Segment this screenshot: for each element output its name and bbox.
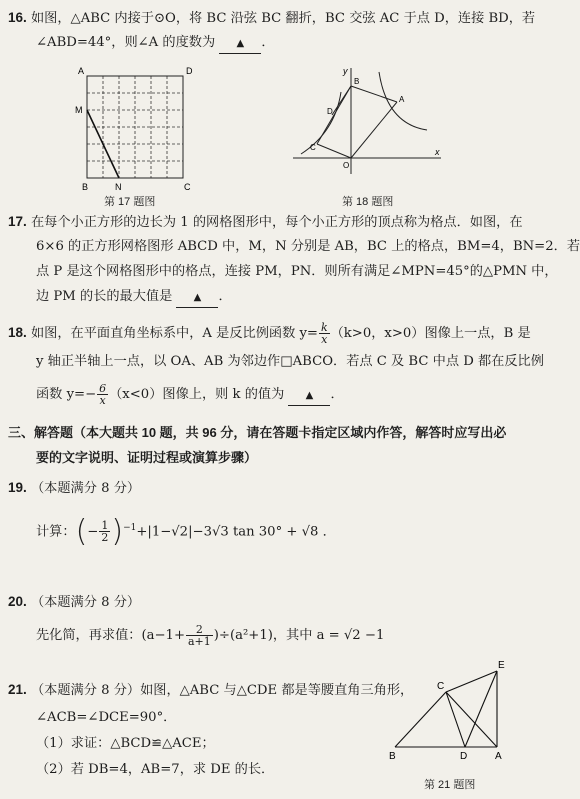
q17-text-4: 边 PM 的长的最大值是 <box>36 289 173 304</box>
q19-header: （本题满分 8 分） <box>30 481 141 496</box>
q18-text-3b: （x<0）图像上，则 k 的值为 <box>109 387 285 402</box>
q18-frac2-den: x <box>99 394 106 407</box>
fig18-label-C: C <box>310 143 316 152</box>
figure-17 <box>70 62 200 202</box>
section-3-heading-2: 要的文字说明、证明过程或演算步骤） <box>36 450 258 465</box>
q21-sub-1: （1）求证：△BCD≌△ACE； <box>36 736 215 751</box>
fig18-label-A: A <box>399 95 405 104</box>
q16-text-2: ∠ABD=44°，则∠A 的度数为 <box>36 35 216 50</box>
answer-triangle-icon: ▲ <box>305 390 314 401</box>
figure-18 <box>287 62 447 182</box>
q20-frac-num: 2 <box>186 624 213 636</box>
fig17-label-N: N <box>115 182 122 192</box>
q18-end: ． <box>330 387 344 402</box>
q18-line-1 <box>8 322 531 345</box>
q18-frac2-num: 6 <box>99 382 107 395</box>
q19-number: 19. <box>8 480 27 495</box>
fig18-label-D: D <box>327 107 333 116</box>
fig17-caption: 第 17 题图 <box>104 196 156 208</box>
q20-number: 20. <box>8 594 27 609</box>
q20-header-line <box>8 593 140 612</box>
figure-21 <box>385 655 515 770</box>
fig21-label-E: E <box>498 660 505 671</box>
fig17-label-C: C <box>184 182 191 192</box>
fig21-label-A: A <box>495 751 502 762</box>
fig17-label-M: M <box>75 105 83 115</box>
q18-number: 18. <box>8 325 27 340</box>
q19-fraction <box>99 520 110 543</box>
q18-text-3a: 函数 y=− <box>36 387 97 402</box>
q17-line-1 <box>8 213 523 232</box>
q19-frac-num: 1 <box>101 519 109 533</box>
q20-rest: )÷(a²+1)，其中 a = √2 −1 <box>213 628 385 643</box>
q19-frac-den: 2 <box>101 531 109 545</box>
q20-fraction <box>186 624 213 647</box>
q19-rest: +|1−√2|−3√3 tan 30° + √8 ． <box>136 524 336 540</box>
fig21-label-C: C <box>437 681 445 692</box>
q20-header: （本题满分 8 分） <box>30 595 141 610</box>
q18-text-1a: 如图，在平面直角坐标系中，A 是反比例函数 y= <box>30 326 318 341</box>
fig18-label-O: O <box>343 161 350 170</box>
q18-answer-blank <box>288 386 330 406</box>
q18-line-3 <box>36 383 344 406</box>
q17-line-2: 6×6 的正方形网格图形 ABCD 中，M，N 分别是 AB，BC 上的格点，BM=4，BN=2．若 <box>36 239 580 254</box>
q20-prefix: 先化简，再求值：(a−1+ <box>36 628 185 643</box>
q21-sub-2: （2）若 DB=4，AB=7，求 DE 的长． <box>36 762 275 777</box>
fig18-label-x: x <box>435 147 440 157</box>
q19-prefix: 计算： <box>36 524 76 540</box>
q18-text-1b: （k>0，x>0）图像上一点，B 是 <box>330 326 531 341</box>
q16-line-1 <box>8 9 535 28</box>
q20-expression <box>36 622 384 650</box>
q17-number: 17. <box>8 214 27 229</box>
q18-line-2: y 轴正半轴上一点，以 OA、AB 为邻边作□ABCO．若点 C 及 BC 中点 D 都在反比例 <box>36 354 544 369</box>
q18-fraction-2 <box>97 383 108 406</box>
fig21-caption: 第 21 题图 <box>424 779 476 791</box>
q21-line-1 <box>8 681 413 700</box>
answer-triangle-icon: ▲ <box>236 38 245 49</box>
q18-frac1-num: k <box>320 321 328 334</box>
q16-line-2 <box>36 34 275 54</box>
q18-fraction-1 <box>319 322 330 345</box>
q17-text-1: 在每个小正方形的边长为 1 的网格图形中，每个小正方形的顶点称为格点．如图，在 <box>30 215 523 230</box>
fig21-label-B: B <box>389 751 396 762</box>
q21-text-1: （本题满分 8 分）如图，△ABC 与△CDE 都是等腰直角三角形， <box>30 683 414 698</box>
q18-frac1-den: x <box>321 333 328 346</box>
q21-line-2: ∠ACB=∠DCE=90°． <box>36 710 177 725</box>
fig18-label-B: B <box>354 77 360 86</box>
fig17-label-D: D <box>186 66 193 76</box>
fig21-label-D: D <box>460 751 468 762</box>
q17-line-3: 点 P 是这个网格图形中的格点，连接 PM，PN．则所有满足∠MPN=45°的△PMN 中， <box>36 264 558 279</box>
q21-number: 21. <box>8 682 27 697</box>
section-3-heading-1: 三、解答题（本大题共 10 题，共 96 分，请在答题卡指定区域内作答，解答时应写出必 <box>8 425 507 440</box>
q19-header-line <box>8 479 140 498</box>
q16-end: ． <box>261 35 275 50</box>
fig17-label-B: B <box>82 182 89 192</box>
q19-expression: 计算：(− $\frac{1}{2}$ )$^{-1}$+|1−√2|−3√3 tan 30° + √8 ． <box>36 513 336 549</box>
fig18-caption: 第 18 题图 <box>342 196 394 208</box>
q17-answer-blank <box>176 288 218 308</box>
q19-exponent: −1 <box>123 523 137 533</box>
q16-answer-blank <box>219 34 261 54</box>
fig18-label-y: y <box>343 66 348 76</box>
answer-triangle-icon: ▲ <box>193 292 202 303</box>
q16-number: 16. <box>8 10 27 25</box>
q16-text-1: 如图，△ABC 内接于⊙O，将 BC 沿弦 BC 翻折，BC 交弦 AC 于点 D，连接 BD，若 <box>30 11 536 26</box>
q17-line-4 <box>36 288 232 308</box>
q20-frac-den: a+1 <box>188 635 211 648</box>
q17-end: ． <box>218 289 232 304</box>
fig17-label-A: A <box>78 66 85 76</box>
